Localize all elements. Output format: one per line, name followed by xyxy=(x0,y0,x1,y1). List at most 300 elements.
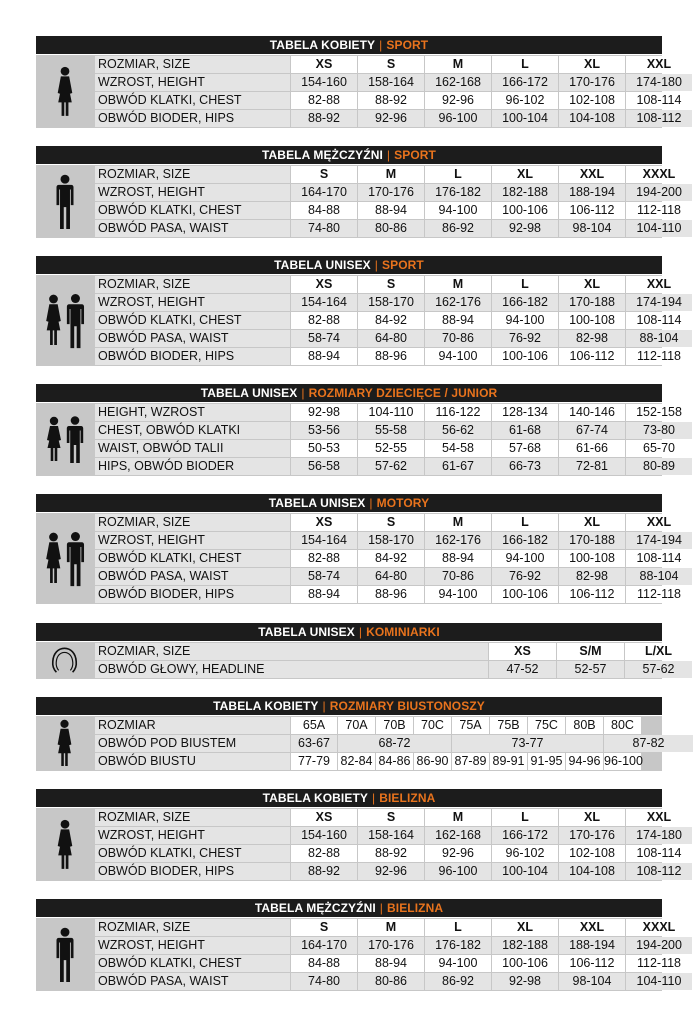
size-value: 162-176 xyxy=(425,294,491,311)
size-value: 88-94 xyxy=(358,955,424,972)
size-value: 47-52 xyxy=(489,661,556,678)
size-value: 166-182 xyxy=(492,532,558,549)
size-value: 176-182 xyxy=(425,184,491,201)
head-icon xyxy=(36,642,93,679)
table-title: TABELA KOBIETY xyxy=(262,791,369,805)
size-label: XL xyxy=(559,276,625,293)
size-value: 164-170 xyxy=(291,937,357,954)
row-label: OBWÓD GŁOWY, HEADLINE xyxy=(95,661,488,678)
size-value: 164-170 xyxy=(291,184,357,201)
table-row xyxy=(95,312,682,329)
size-value: 94-100 xyxy=(425,586,491,603)
title-separator: | xyxy=(358,625,363,639)
size-value: 96-100 xyxy=(425,863,491,880)
size-value: 166-172 xyxy=(492,827,558,844)
size-value: 82-98 xyxy=(559,568,625,585)
size-value: 75C xyxy=(528,717,565,734)
table-title: TABELA KOBIETY xyxy=(269,38,376,52)
table-category: ROZMIARY BIUSTONOSZY xyxy=(329,699,485,713)
size-value: 76-92 xyxy=(492,568,558,585)
table-row xyxy=(95,92,682,109)
table-category: BIELIZNA xyxy=(387,901,444,915)
size-value: 170-176 xyxy=(559,827,625,844)
size-value: 152-158 xyxy=(626,404,692,421)
size-value: 89-91 xyxy=(490,753,527,770)
table-category: SPORT xyxy=(382,258,424,272)
size-value: 75A xyxy=(452,717,489,734)
title-separator: | xyxy=(301,386,305,400)
row-label: WZROST, HEIGHT xyxy=(95,294,290,311)
size-value: 112-118 xyxy=(626,202,692,219)
table-row xyxy=(95,973,682,990)
size-value: 154-164 xyxy=(291,294,357,311)
table-row xyxy=(95,827,682,844)
size-value: 100-108 xyxy=(559,550,625,567)
size-value: 170-176 xyxy=(559,74,625,91)
table-row xyxy=(95,348,682,365)
size-value: 154-160 xyxy=(291,827,357,844)
row-label: ROZMIAR, SIZE xyxy=(95,514,290,531)
title-separator: | xyxy=(386,148,391,162)
size-value: 170-176 xyxy=(358,184,424,201)
size-value: 88-92 xyxy=(291,863,357,880)
size-value: 158-164 xyxy=(358,74,424,91)
size-value: 92-96 xyxy=(358,110,424,127)
size-value: 70A xyxy=(338,717,375,734)
size-value: 170-176 xyxy=(358,937,424,954)
table-title: TABELA UNISEX xyxy=(274,258,371,272)
size-value: 154-160 xyxy=(291,74,357,91)
size-value: 100-106 xyxy=(492,348,558,365)
row-label: OBWÓD PASA, WAIST xyxy=(95,973,290,990)
size-label: XL xyxy=(559,809,625,826)
table-title-bar xyxy=(36,256,662,274)
size-value: 104-108 xyxy=(559,110,625,127)
size-value: 182-188 xyxy=(492,937,558,954)
size-value: 100-106 xyxy=(492,955,558,972)
size-header-row xyxy=(95,919,676,936)
table-row xyxy=(95,74,682,91)
size-value: 61-66 xyxy=(559,440,625,457)
size-value: 70-86 xyxy=(425,330,491,347)
table-row xyxy=(95,458,675,475)
size-value: 88-94 xyxy=(291,586,357,603)
size-value: 87-89 xyxy=(452,753,489,770)
size-value: 52-57 xyxy=(557,661,624,678)
size-value: 174-180 xyxy=(626,827,692,844)
size-value: 84-86 xyxy=(376,753,413,770)
table-body xyxy=(36,808,682,881)
size-value: 65A xyxy=(291,717,337,734)
size-value: 158-170 xyxy=(358,294,424,311)
table-row xyxy=(95,440,675,457)
woman-icon xyxy=(36,808,93,881)
size-label: S xyxy=(291,166,357,183)
size-value: 75B xyxy=(490,717,527,734)
table-title: TABELA UNISEX xyxy=(268,496,366,510)
size-value: 100-108 xyxy=(559,312,625,329)
size-value: 84-92 xyxy=(358,312,424,329)
size-value: 88-104 xyxy=(626,568,692,585)
table-title: TABELA MĘŻCZYŹNI xyxy=(254,901,376,915)
size-label: XS xyxy=(489,643,556,660)
size-value: 100-104 xyxy=(492,863,558,880)
size-value: 116-122 xyxy=(425,404,491,421)
size-value: 77-79 xyxy=(291,753,337,770)
size-value: 104-108 xyxy=(559,863,625,880)
row-label: ROZMIAR, SIZE xyxy=(95,276,290,293)
table-body xyxy=(36,642,675,679)
size-value: 64-80 xyxy=(358,330,424,347)
title-separator: | xyxy=(372,791,376,805)
row-label: WZROST, HEIGHT xyxy=(95,184,290,201)
size-value: 84-92 xyxy=(358,550,424,567)
row-label: OBWÓD KLATKI, CHEST xyxy=(95,312,290,329)
size-label: L xyxy=(425,919,491,936)
table-category: SPORT xyxy=(386,38,429,52)
table-row xyxy=(95,184,682,201)
size-value: 82-88 xyxy=(291,845,357,862)
size-value: 70B xyxy=(376,717,413,734)
size-label: S/M xyxy=(557,643,624,660)
row-label: OBWÓD BIUSTU xyxy=(95,753,290,770)
size-label: S xyxy=(291,919,357,936)
size-value: 57-62 xyxy=(358,458,424,475)
row-label: OBWÓD KLATKI, CHEST xyxy=(95,955,290,972)
size-value: 86-92 xyxy=(425,973,491,990)
man-icon xyxy=(36,918,93,991)
woman-icon xyxy=(36,55,93,128)
table-title-bar xyxy=(36,697,662,715)
size-value: 86-90 xyxy=(414,753,451,770)
row-label: ROZMIAR, SIZE xyxy=(95,919,290,936)
size-value: 52-55 xyxy=(358,440,424,457)
size-value: 96-100 xyxy=(425,110,491,127)
size-label: S xyxy=(358,56,424,73)
table-body xyxy=(36,403,682,476)
row-label: HIPS, OBWÓD BIODER xyxy=(95,458,290,475)
size-label: M xyxy=(425,276,491,293)
row-label: OBWÓD BIODER, HIPS xyxy=(95,586,290,603)
size-value: 112-118 xyxy=(626,348,692,365)
woman-icon xyxy=(36,716,93,771)
size-value: 61-67 xyxy=(425,458,491,475)
size-label: XXL xyxy=(626,514,692,531)
table-title: TABELA UNISEX xyxy=(258,625,355,639)
size-value: 82-98 xyxy=(559,330,625,347)
row-label: OBWÓD BIODER, HIPS xyxy=(95,110,290,127)
size-value: 92-98 xyxy=(492,220,558,237)
size-value: 94-96 xyxy=(566,753,603,770)
size-value: 56-58 xyxy=(291,458,357,475)
size-value: 86-92 xyxy=(425,220,491,237)
size-value: 57-68 xyxy=(492,440,558,457)
size-value: 68-72 xyxy=(338,735,451,752)
size-value: 58-74 xyxy=(291,568,357,585)
table-row xyxy=(95,568,679,585)
title-separator: | xyxy=(322,699,326,713)
size-value: 92-98 xyxy=(291,404,357,421)
table-category: ROZMIARY DZIECIĘCE / JUNIOR xyxy=(308,386,498,400)
size-label: XL xyxy=(492,919,558,936)
size-value: 74-80 xyxy=(291,220,357,237)
size-value: 94-100 xyxy=(425,955,491,972)
size-value: 70-86 xyxy=(425,568,491,585)
table-title: TABELA KOBIETY xyxy=(213,699,319,713)
row-label: OBWÓD KLATKI, CHEST xyxy=(95,845,290,862)
size-value: 73-77 xyxy=(452,735,603,752)
row-label: OBWÓD PASA, WAIST xyxy=(95,220,290,237)
size-value: 96-102 xyxy=(492,845,558,862)
size-value: 94-100 xyxy=(425,202,491,219)
table-body xyxy=(36,165,682,238)
row-label: OBWÓD BIODER, HIPS xyxy=(95,348,290,365)
size-header-row xyxy=(95,809,672,826)
table-row xyxy=(95,404,682,421)
size-value: 108-112 xyxy=(626,110,692,127)
man-icon xyxy=(36,165,93,238)
size-value: 96-102 xyxy=(492,92,558,109)
size-value: 88-92 xyxy=(358,92,424,109)
size-label: XXXL xyxy=(626,919,692,936)
table-title-bar xyxy=(36,623,662,641)
size-value: 166-172 xyxy=(492,74,558,91)
size-value: 100-106 xyxy=(492,202,558,219)
size-value: 106-112 xyxy=(559,202,625,219)
table-category: SPORT xyxy=(394,148,436,162)
size-value: 92-98 xyxy=(492,973,558,990)
size-value: 58-74 xyxy=(291,330,357,347)
size-value: 100-106 xyxy=(492,586,558,603)
row-label: CHEST, OBWÓD KLATKI xyxy=(95,422,290,439)
table-title: TABELA UNISEX xyxy=(200,386,298,400)
size-value: 82-88 xyxy=(291,312,357,329)
title-separator: | xyxy=(374,258,378,272)
size-value: 194-200 xyxy=(626,184,692,201)
row-label: ROZMIAR, SIZE xyxy=(95,643,488,660)
size-value: 82-88 xyxy=(291,550,357,567)
size-value: 72-81 xyxy=(559,458,625,475)
unisex-icon xyxy=(36,513,93,604)
size-value: 61-68 xyxy=(492,422,558,439)
row-label: WZROST, HEIGHT xyxy=(95,532,290,549)
table-row xyxy=(95,202,682,219)
size-label: XXL xyxy=(626,276,692,293)
size-value: 104-110 xyxy=(626,973,692,990)
row-label: WZROST, HEIGHT xyxy=(95,827,290,844)
size-value: 106-112 xyxy=(559,586,625,603)
size-value: 84-88 xyxy=(291,202,357,219)
row-label: OBWÓD KLATKI, CHEST xyxy=(95,92,290,109)
size-value: 53-56 xyxy=(291,422,357,439)
size-value: 80-89 xyxy=(626,458,692,475)
size-value: 82-88 xyxy=(291,92,357,109)
size-label: L xyxy=(492,514,558,531)
size-value: 82-84 xyxy=(338,753,375,770)
row-label: OBWÓD POD BIUSTEM xyxy=(95,735,290,752)
size-header-row xyxy=(95,514,672,531)
table-body xyxy=(36,55,682,128)
table-title-bar xyxy=(36,146,662,164)
table-category: MOTORY xyxy=(376,496,430,510)
size-label: S xyxy=(358,276,424,293)
size-value: 88-94 xyxy=(425,312,491,329)
table-row xyxy=(95,735,665,752)
size-label: L xyxy=(492,809,558,826)
size-value: 88-96 xyxy=(358,586,424,603)
size-label: XXL xyxy=(559,166,625,183)
size-value: 100-104 xyxy=(492,110,558,127)
size-label: XL xyxy=(559,56,625,73)
size-label: XXL xyxy=(626,809,692,826)
table-category: KOMINIARKI xyxy=(366,625,440,639)
size-value: 166-182 xyxy=(492,294,558,311)
size-value: 92-96 xyxy=(425,92,491,109)
row-label: OBWÓD PASA, WAIST xyxy=(95,330,290,347)
size-label: XS xyxy=(291,809,357,826)
size-value: 188-194 xyxy=(559,184,625,201)
size-label: XXL xyxy=(626,56,692,73)
size-value: 154-164 xyxy=(291,532,357,549)
size-value: 80-86 xyxy=(358,220,424,237)
row-label: OBWÓD PASA, WAIST xyxy=(95,568,290,585)
size-value: 55-58 xyxy=(358,422,424,439)
title-separator: | xyxy=(379,38,383,52)
table-row xyxy=(95,753,662,770)
size-value: 174-180 xyxy=(626,74,692,91)
table-row xyxy=(95,110,682,127)
table-body xyxy=(36,513,682,604)
size-value: 74-80 xyxy=(291,973,357,990)
size-value: 108-114 xyxy=(626,845,692,862)
size-value: 170-188 xyxy=(559,532,625,549)
table-row xyxy=(95,586,682,603)
size-value: 108-114 xyxy=(626,550,692,567)
size-value: 108-112 xyxy=(626,863,692,880)
row-label: OBWÓD KLATKI, CHEST xyxy=(95,202,290,219)
size-value: 65-70 xyxy=(626,440,692,457)
size-value: 88-94 xyxy=(358,202,424,219)
size-value: 106-112 xyxy=(559,348,625,365)
size-value: 91-95 xyxy=(528,753,565,770)
size-header-row xyxy=(95,643,673,660)
table-category: BIELIZNA xyxy=(379,791,436,805)
size-value: 94-100 xyxy=(425,348,491,365)
size-value: 84-88 xyxy=(291,955,357,972)
row-label: ROZMIAR, SIZE xyxy=(95,166,290,183)
table-row xyxy=(95,550,682,567)
table-row xyxy=(95,294,682,311)
size-value: 140-146 xyxy=(559,404,625,421)
size-label: M xyxy=(425,514,491,531)
size-value: 66-73 xyxy=(492,458,558,475)
size-value: 87-82 xyxy=(604,735,693,752)
size-label: S xyxy=(358,514,424,531)
size-value: 128-134 xyxy=(492,404,558,421)
size-value: 94-100 xyxy=(492,550,558,567)
row-label: ROZMIAR, SIZE xyxy=(95,56,290,73)
table-body xyxy=(36,716,665,771)
table-row xyxy=(95,845,682,862)
size-header-row xyxy=(95,276,672,293)
table-title: TABELA MĘŻCZYŹNI xyxy=(262,148,383,162)
size-label: L xyxy=(492,56,558,73)
size-value: 104-110 xyxy=(626,220,692,237)
table-title-bar xyxy=(36,899,662,917)
size-label: XXL xyxy=(559,919,625,936)
size-value: 96-100 xyxy=(604,754,643,768)
size-value: 88-92 xyxy=(358,845,424,862)
size-label: M xyxy=(358,166,424,183)
size-label: L/XL xyxy=(625,643,692,660)
size-label: XL xyxy=(492,166,558,183)
size-value: 108-114 xyxy=(626,92,692,109)
size-value: 54-58 xyxy=(425,440,491,457)
size-value: 106-112 xyxy=(559,955,625,972)
table-title-bar xyxy=(36,384,662,402)
row-label: WZROST, HEIGHT xyxy=(95,937,290,954)
title-separator: | xyxy=(379,901,383,915)
size-value: 162-168 xyxy=(425,827,491,844)
size-value: 92-96 xyxy=(425,845,491,862)
child-unisex-icon xyxy=(36,403,93,476)
size-label: L xyxy=(425,166,491,183)
table-row xyxy=(95,955,682,972)
size-header-row xyxy=(95,166,676,183)
row-label: OBWÓD BIODER, HIPS xyxy=(95,863,290,880)
row-label: ROZMIAR, SIZE xyxy=(95,809,290,826)
size-value: 80C xyxy=(604,717,641,734)
size-value: 80B xyxy=(566,717,603,734)
size-value: 50-53 xyxy=(291,440,357,457)
size-value: 158-164 xyxy=(358,827,424,844)
size-value: 88-104 xyxy=(626,330,692,347)
size-label: XS xyxy=(291,514,357,531)
size-value: 64-80 xyxy=(358,568,424,585)
size-value: 88-96 xyxy=(358,348,424,365)
table-row xyxy=(95,532,682,549)
row-label: WAIST, OBWÓD TALII xyxy=(95,440,290,457)
size-value: 73-80 xyxy=(626,422,692,439)
table-body xyxy=(36,918,682,991)
size-value: 56-62 xyxy=(425,422,491,439)
size-value: 102-108 xyxy=(559,845,625,862)
size-value: 162-176 xyxy=(425,532,491,549)
size-value: 98-104 xyxy=(559,973,625,990)
size-value: 174-194 xyxy=(626,294,692,311)
table-row xyxy=(95,220,682,237)
row-label: ROZMIAR xyxy=(95,717,290,734)
size-label: S xyxy=(358,809,424,826)
size-value: 162-168 xyxy=(425,74,491,91)
size-value: 194-200 xyxy=(626,937,692,954)
table-row xyxy=(95,330,679,347)
size-value: 174-194 xyxy=(626,532,692,549)
size-value: 112-118 xyxy=(626,586,692,603)
table-row xyxy=(95,863,682,880)
size-value: 63-67 xyxy=(291,735,337,752)
size-value: 88-92 xyxy=(291,110,357,127)
size-value: 108-114 xyxy=(626,312,692,329)
size-label: XS xyxy=(291,276,357,293)
size-value: 76-92 xyxy=(492,330,558,347)
title-separator: | xyxy=(369,496,373,510)
size-label: L xyxy=(492,276,558,293)
table-row xyxy=(95,937,682,954)
size-value: 188-194 xyxy=(559,937,625,954)
size-label: M xyxy=(358,919,424,936)
size-label: XS xyxy=(291,56,357,73)
